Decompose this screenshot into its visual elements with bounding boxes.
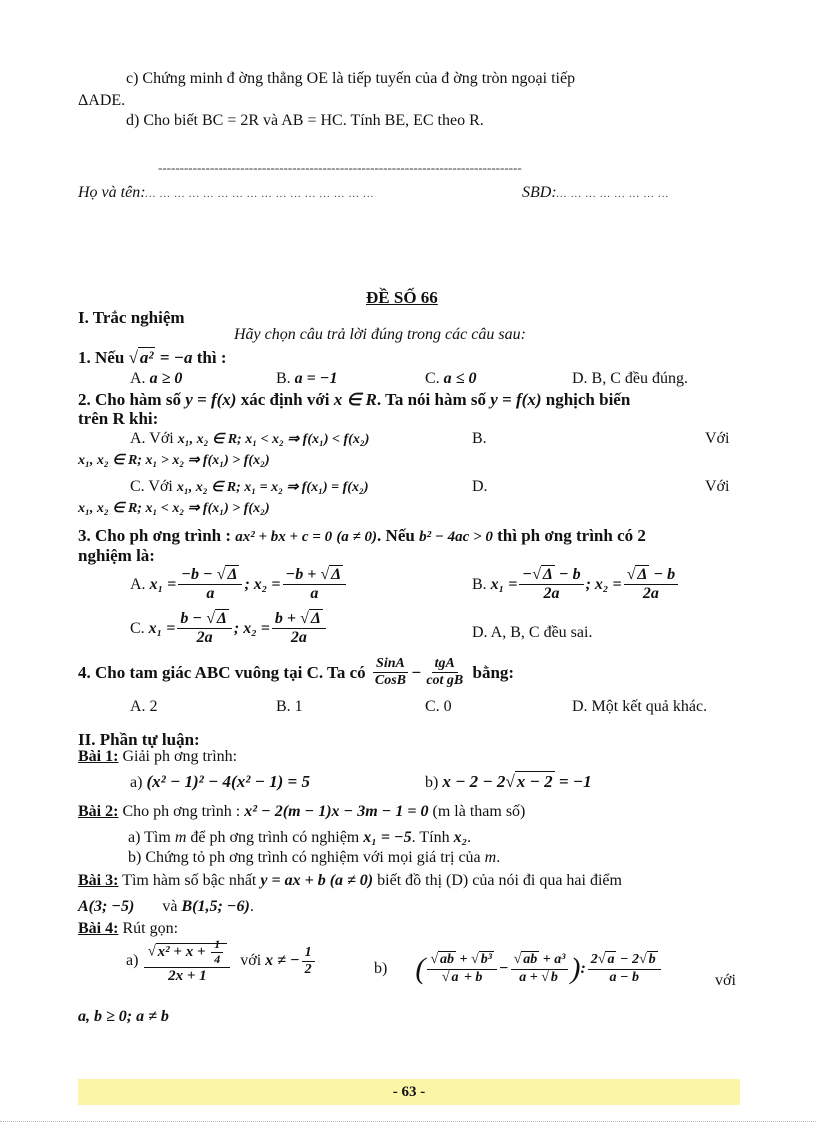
- q1-stem: [78, 348, 226, 368]
- bai3-points: A(3; −5) và B(1,5; −6).: [78, 898, 254, 915]
- q4-option-d: D. Một kết quả khác.: [572, 698, 708, 715]
- q3-option-a: A. x₁ = $\frac{-b - √ \Delta}{a}$ ; x₂ = $\frac{-b + √ \Delta}{a}$: [130, 566, 348, 604]
- exam-title: ĐỀ SỐ 66: [366, 288, 438, 307]
- bai4-stem: Bài 4: Rút gọn:: [78, 920, 179, 937]
- q2-option-d-math: x₁, x₂ ∈ R; x₁ < x₂ ⇒ f(x₁) > f(x₂): [78, 501, 270, 516]
- page-edge-divider: [0, 1121, 816, 1122]
- page-number: - 63 -: [392, 1084, 426, 1100]
- bai4-a: a) √ x² + x + $\frac{1}{4}$ 2x + 1 với x ≠ − $\frac{1}{2}$: [126, 938, 317, 985]
- q1-tail: thì :: [196, 348, 227, 367]
- q2-option-a: A. Với x₁, x₂ ∈ R; x₁ < x₂ ⇒ f(x₁) < f(x₂): [130, 430, 370, 447]
- q1-option-b: B. a = −1: [276, 370, 338, 387]
- sbd-dots: … … … … … … … …: [556, 188, 670, 200]
- item-d: d) Cho biết BC = 2R và AB = HC. Tính BE, EC theo R.: [126, 112, 484, 129]
- q1-lead: 1. Nếu: [78, 348, 125, 367]
- part2-heading: II. Phần tự luận:: [78, 730, 200, 749]
- q1-expression: √ a² = −a: [128, 348, 193, 367]
- item-c-line2: ΔADE.: [78, 92, 126, 109]
- bai4-b: b) ( $\frac{\text{√ ab + √ b³}}{√ a + b}$ − $\frac{\text{√ ab + a³}}{a + √ b}$ ) : $\frac{2√ a - 2√ b}{a - b}$: [374, 952, 663, 986]
- q2-option-d-word: Với: [705, 478, 730, 495]
- bai1-b: b) x − 2 − 2√ x − 2 = −1: [425, 772, 592, 791]
- name-field: [78, 184, 374, 202]
- q1-option-d: D. B, C đều đúng.: [572, 370, 688, 387]
- q2-option-b-label: B.: [472, 430, 487, 447]
- part1-heading: I. Trắc nghiệm: [78, 308, 185, 327]
- sbd-label: SBD:: [522, 184, 557, 201]
- divider: ------------------------------------------------------------------------------------: [158, 160, 522, 175]
- name-label: Họ và tên:: [78, 184, 146, 201]
- q3-option-d: D. A, B, C đều sai.: [472, 624, 593, 641]
- bai2-a: a) Tìm m để ph ơng trình có nghiệm x₁ = −5. Tính x₂.: [128, 829, 472, 846]
- q4-option-a: A. 2: [130, 698, 158, 715]
- q3-stem-line2: nghiệm là:: [78, 546, 155, 565]
- item-c-line1: c) Chứng minh đ ờng thẳng OE là tiếp tuyến của đ ờng tròn ngoại tiếp: [126, 70, 576, 87]
- q4-option-c: C. 0: [425, 698, 452, 715]
- q2-option-d-label: D.: [472, 478, 488, 495]
- q1-option-c: C. a ≤ 0: [425, 370, 477, 387]
- bai2-b: b) Chứng tỏ ph ơng trình có nghiệm với mọi giá trị của m.: [128, 849, 501, 866]
- q2-stem-line2: trên R khi:: [78, 409, 159, 428]
- bai1-stem: Bài 1: Giải ph ơng trình:: [78, 748, 238, 765]
- bai4-b-condition: a, b ≥ 0; a ≠ b: [78, 1008, 169, 1025]
- q3-option-b: B. x₁ = $\frac{-√ \Delta - b}{2a}$ ; x₂ = $\frac{√ \Delta - b}{2a}$: [472, 566, 680, 604]
- q2-option-c: C. Với x₁, x₂ ∈ R; x₁ = x₂ ⇒ f(x₁) = f(x₂): [130, 478, 369, 495]
- bai3-stem: Bài 3: Tìm hàm số bậc nhất y = ax + b (a ≠ 0) biết đồ thị (D) của nói đi qua hai điểm: [78, 872, 622, 889]
- q2-stem-line1: 2. Cho hàm số y = f(x) xác định với x ∈ R. Ta nói hàm số y = f(x) nghịch biến: [78, 390, 631, 409]
- q2-option-b-word: Với: [705, 430, 730, 447]
- q4-stem: 4. Cho tam giác ABC vuông tại C. Ta có $\frac{\text{SinA}}{\text{CosB}}$ − $\frac{\text{tgA}}{\text{cot gB}}$ bằng:: [78, 656, 515, 689]
- q4-option-b: B. 1: [276, 698, 303, 715]
- q2-option-b-math: x₁, x₂ ∈ R; x₁ > x₂ ⇒ f(x₁) > f(x₂): [78, 453, 270, 468]
- sbd-field: [522, 184, 669, 202]
- q3-option-c: C. x₁ = $\frac{b - √ \Delta}{2a}$ ; x₂ = $\frac{b + √ \Delta}{2a}$: [130, 610, 328, 648]
- part1-instruction: Hãy chọn câu trả lời đúng trong các câu sau:: [234, 326, 526, 343]
- bai2-stem: Bài 2: Cho ph ơng trình : x² − 2(m − 1)x − 3m − 1 = 0 (m là tham số): [78, 803, 526, 820]
- footer-bar: [78, 1079, 740, 1105]
- bai1-a: a) (x² − 1)² − 4(x² − 1) = 5: [130, 772, 310, 791]
- name-dots: … … … … … … … … … … … … … … … …: [145, 188, 375, 200]
- q3-stem-line1: 3. Cho ph ơng trình : ax² + bx + c = 0 (a ≠ 0). Nếu b² − 4ac > 0 thì ph ơng trình có 2: [78, 526, 646, 545]
- q1-option-a: A. a ≥ 0: [130, 370, 183, 387]
- bai4-b-voi: với: [715, 972, 736, 989]
